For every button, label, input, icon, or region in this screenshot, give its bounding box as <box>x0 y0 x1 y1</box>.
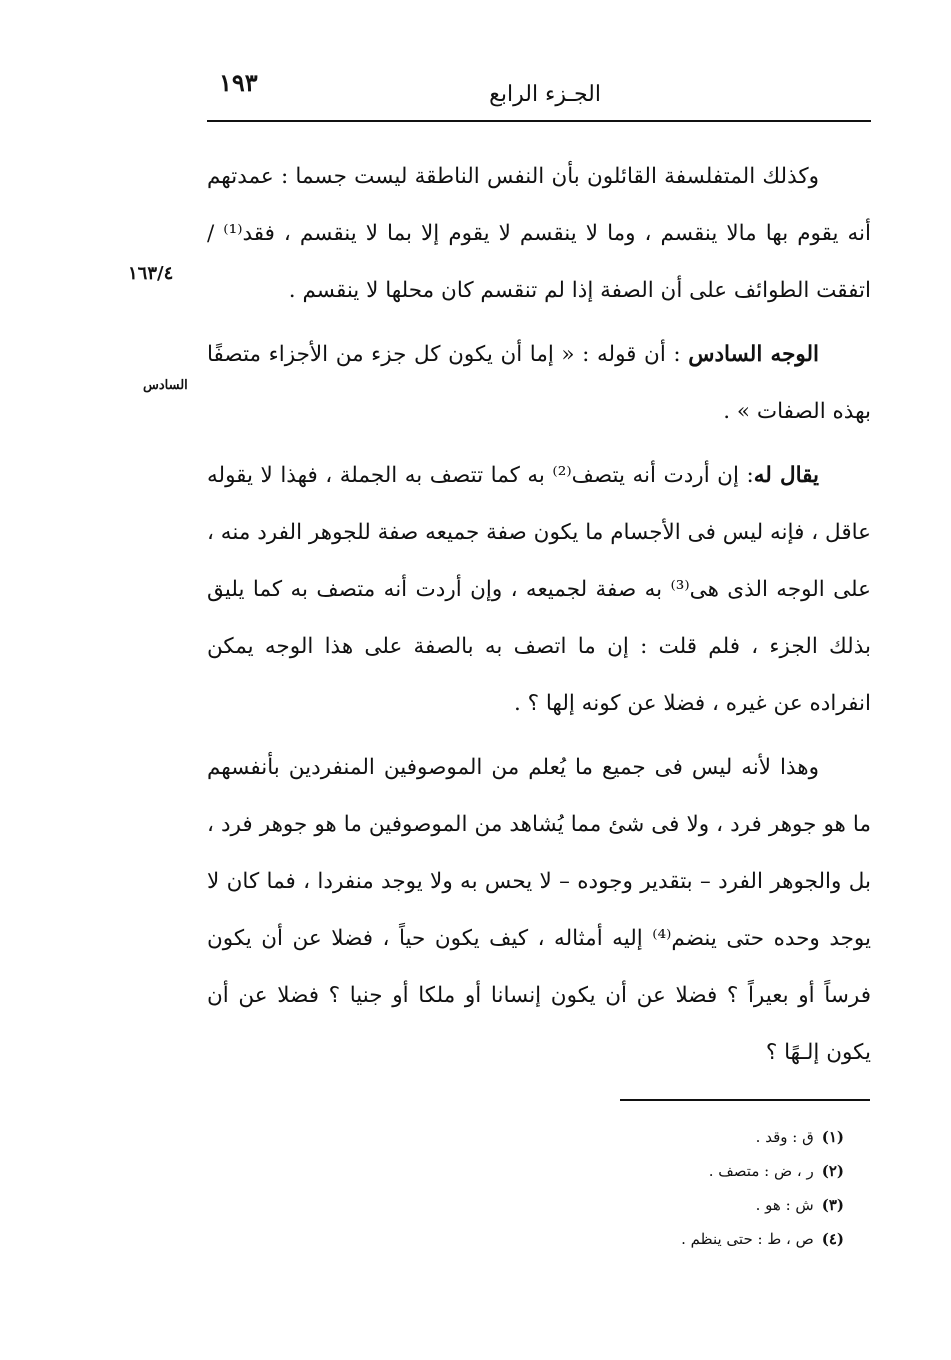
reply-lead: يقال له <box>753 463 819 488</box>
footnote-item: (٢)ر ، ض : متصف . <box>708 1162 844 1180</box>
footnote-item: (٤)ص ، ط : حتى ينظم . <box>681 1230 844 1248</box>
paragraph-atom: وهذا لأنه ليس فى جميع ما يُعلم من الموصوفين المنفردين بأنفسهم ما هو جوهر فرد ، ولا فى شئ مما يُشاهد من الموصوفين ما هو جوهر فرد ، بل والجوهر الفرد – بتقدير وجوده – لا يحس به ولا يوجد منفردا ، فما كان لا يوجد وحده حتى ينضم⁽⁴⁾ إليه أمثاله ، كيف يكون حياً ، فضلا عن أن يكون فرساً أو بعيراً ؟ فضلا عن أن يكون إنسانا أو ملكا أو جنيا ؟ فضلا عن أن يكون إلـهًا ؟ <box>207 755 872 1065</box>
page-number: ١٩٣ <box>219 68 258 97</box>
paragraph-sixth-aspect <box>207 326 871 440</box>
volume-page-reference: ١٦٣/٤ <box>128 263 174 284</box>
quoted-statement: : « إما أن يكون كل جزء من الأجزاء متصفًا بهذه الصفات » . <box>207 342 871 424</box>
running-header <box>207 62 871 122</box>
paragraph-reply <box>207 447 871 732</box>
main-text <box>207 148 871 1081</box>
running-title: الجـزء الرابع <box>489 82 601 107</box>
section-margin-label: السادس <box>143 378 188 393</box>
footnotes <box>444 1120 844 1256</box>
reply-text: : إن أردت أنه يتصف⁽²⁾ به كما تتصف به الجملة ، فهذا لا يقوله عاقل ، فإنه ليس فى الأجسام ما يكون صفة جميعه صفة للجوهر الفرد منه ، على الوجه الذى هى⁽³⁾ به صفة لجميعه ، وإن أردت أنه متصف به كما يليق بذلك الجزء ، فلم قلت : إن ما اتصف به بالصفة على هذا الوجه يمكن انفراده عن غيره ، فضلا عن كونه إلها ؟ . <box>207 463 871 716</box>
section-heading: الوجه السادس <box>688 342 819 367</box>
footnote-item: (٣)ش : هو . <box>755 1196 844 1214</box>
paragraph-philosophers: وكذلك المتفلسفة القائلون بأن النفس الناطقة ليست جسما : عمدتهم أنه يقوم بها مالا ينقسم ، وما لا ينقسم لا يقوم إلا بما لا ينقسم ، فقد⁽¹⁾ / اتفقت الطوائف على أن الصفة إذا لم تنقسم كان محلها لا ينقسم . <box>207 164 871 303</box>
heading-connector: : أن قوله <box>597 342 681 367</box>
footnote-separator <box>620 1099 870 1101</box>
footnote-item: (١)ق : وقد . <box>755 1128 844 1146</box>
